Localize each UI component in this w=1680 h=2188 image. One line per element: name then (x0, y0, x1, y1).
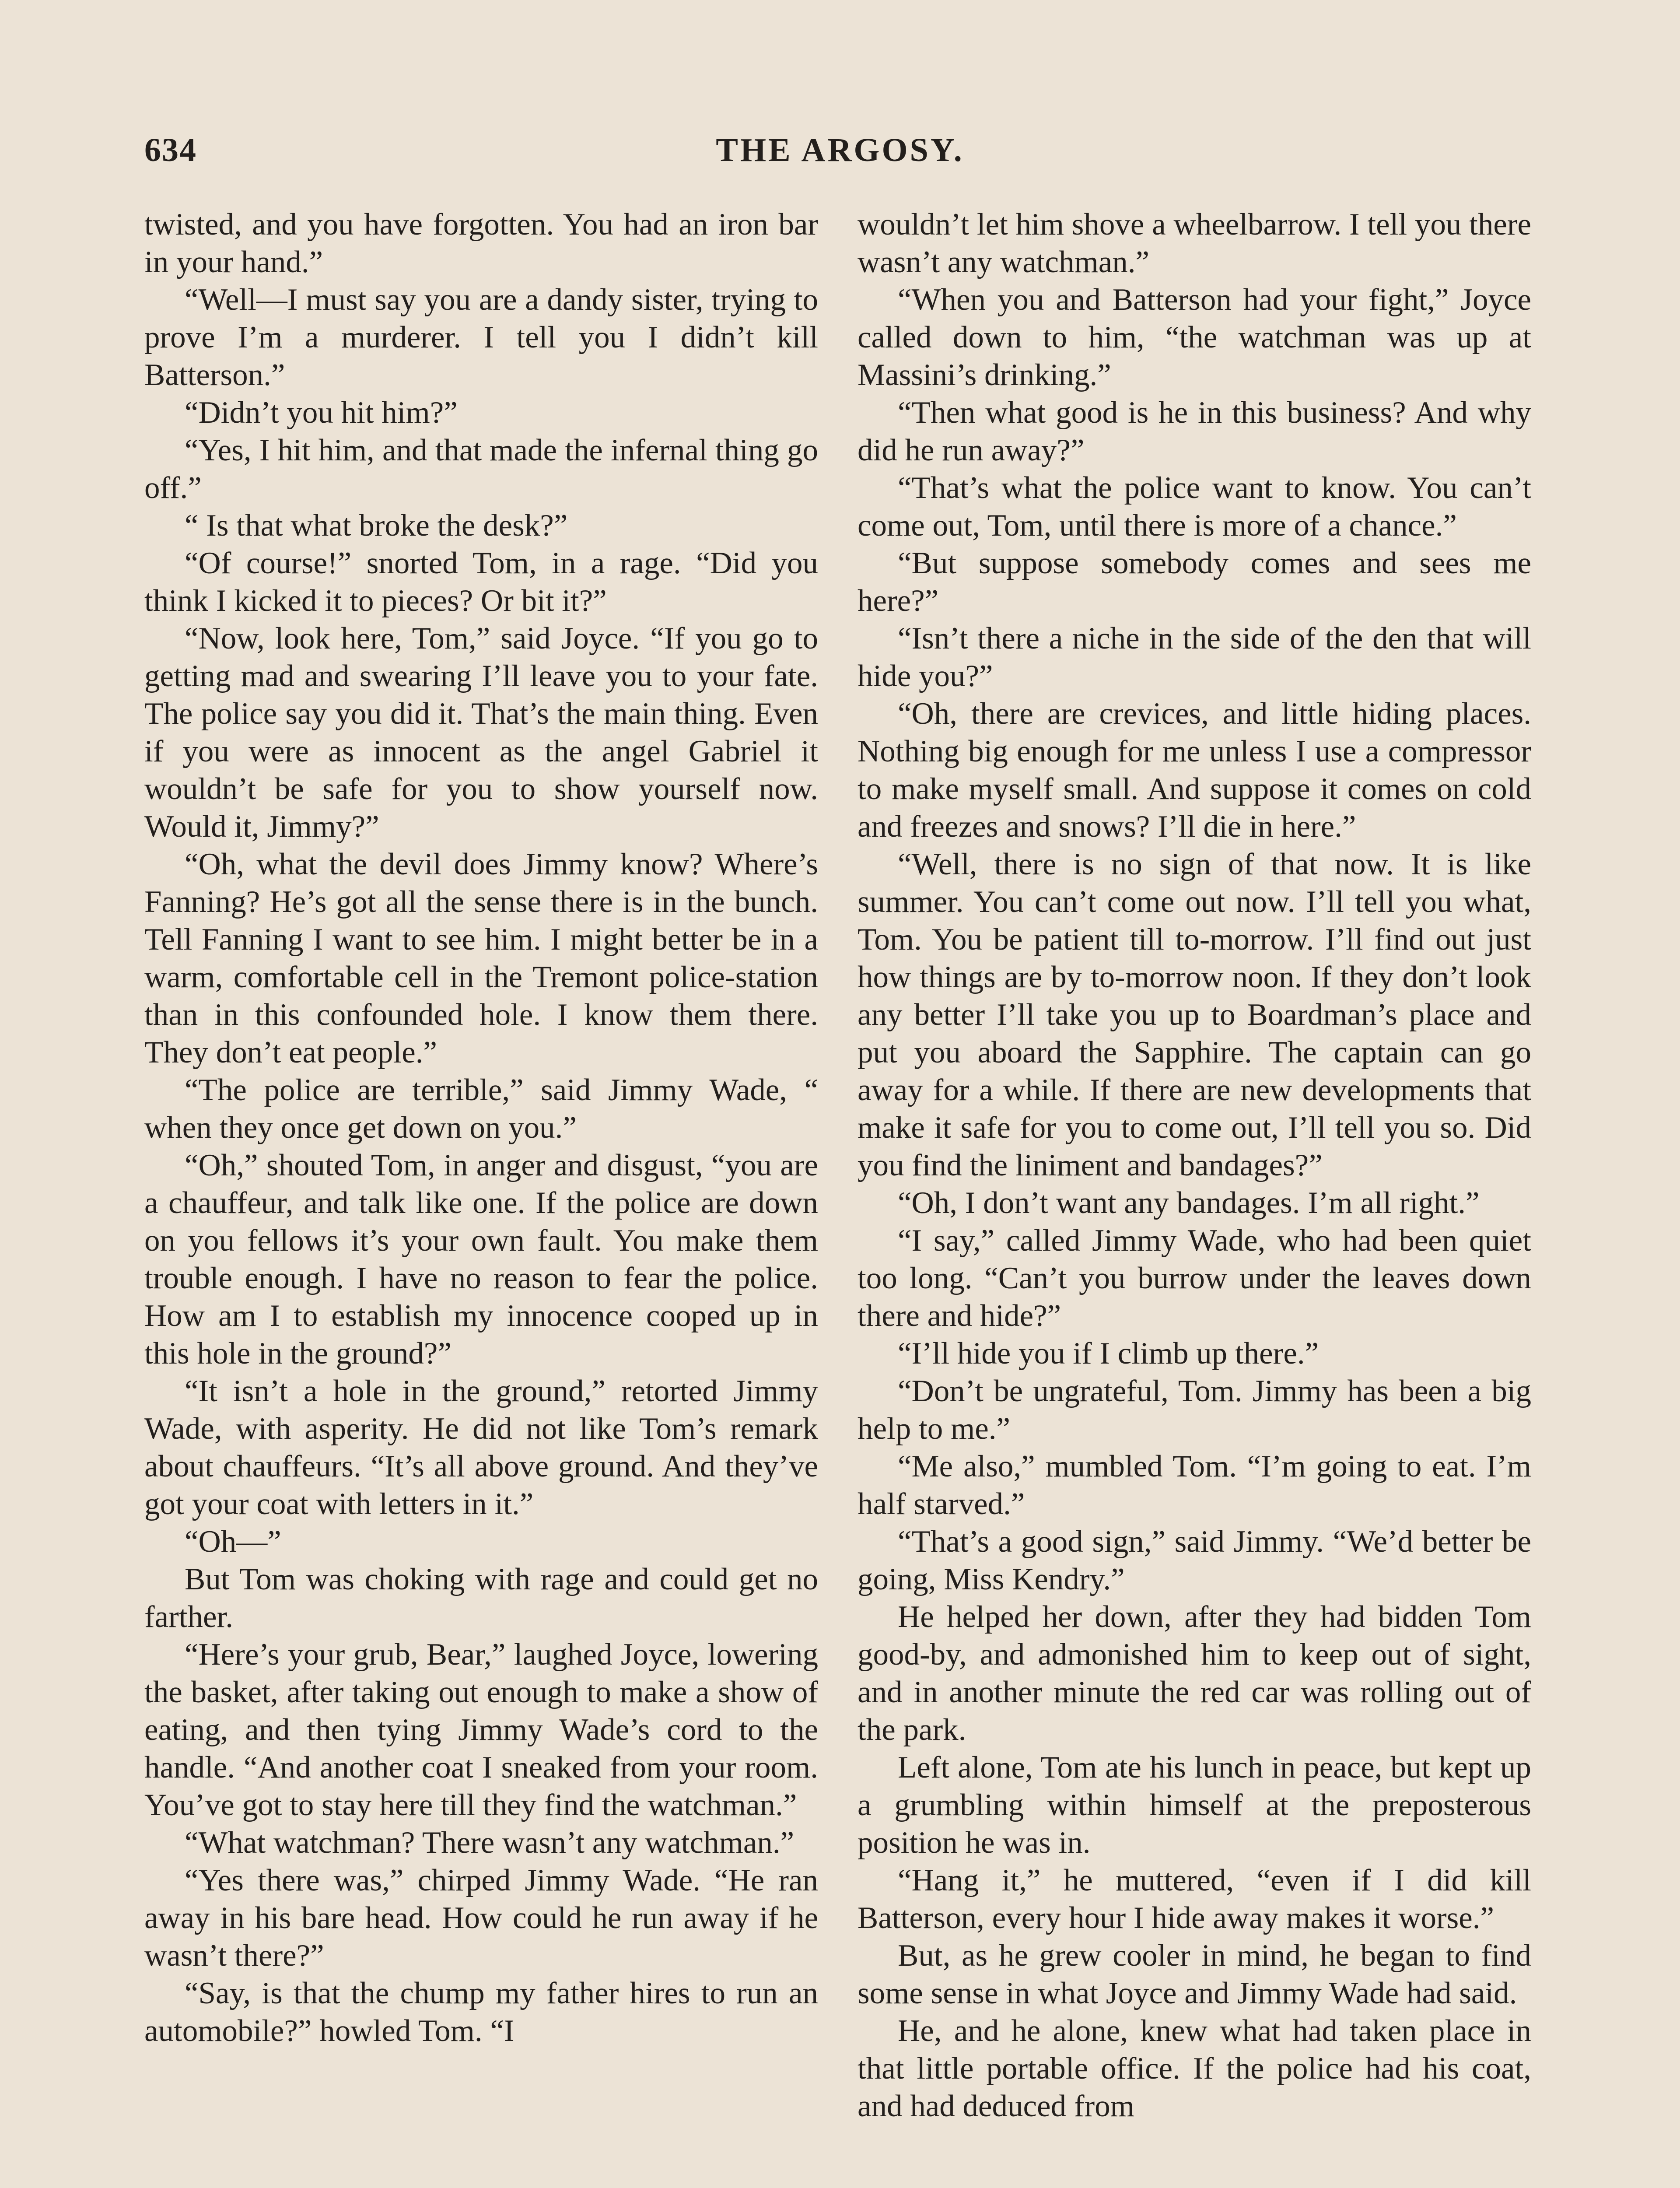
paragraph: “Oh, what the devil does Jimmy know? Where’s Fanning? He’s got all the sense there is in the bunch. Tell Fanning I want to see him. I might better be in a warm, comfortable cell in the Tremont police-station than in this confounded hole. I know them there. They don’t eat people.” (144, 847, 818, 1069)
paragraph: “Oh—” (185, 1525, 281, 1559)
paragraph: “Well—I must say you are a dandy sister, trying to prove I’m a murderer. I tell you I didn’t kill Batterson.” (144, 283, 818, 392)
paragraph: “Didn’t you hit him?” (185, 396, 458, 430)
paragraph: “Then what good is he in this business? And why did he run away?” (858, 396, 1531, 467)
paragraph: “That’s what the police want to know. You can’t come out, Tom, until there is more of a chance.” (858, 471, 1531, 543)
left-column (144, 206, 818, 2188)
paragraph: “I’ll hide you if I climb up there.” (898, 1336, 1319, 1371)
paragraph: “Don’t be ungrateful, Tom. Jimmy has been a big help to me.” (858, 1374, 1531, 1446)
paragraph: “ Is that what broke the desk?” (185, 508, 568, 543)
paragraph: “Oh,” shouted Tom, in anger and disgust, “you are a chauffeur, and talk like one. If the police are down on you fellows it’s your own fault. You make them trouble enough. I have no reason to fear the police. How am I to establish my innocence cooped up in this hole in the ground?” (144, 1148, 818, 1371)
paragraph: “Of course!” snorted Tom, in a rage. “Did you think I kicked it to pieces? Or bit it?” (144, 546, 818, 618)
paragraph: “Well, there is no sign of that now. It is like summer. You can’t come out now. I’ll tell you what, Tom. You be patient till to-morrow. I’ll find out just how things are by to-morrow noon. If they don’t look any better I’ll take you up to Boardman’s place and put you aboard the Sapphire. The captain can go away for a while. If there are new developments that make it safe for you to come out, I’ll tell you so. Did you find the liniment and bandages?” (858, 847, 1531, 1182)
paragraph: “Me also,” mumbled Tom. “I’m going to eat. I’m half starved.” (858, 1449, 1531, 1521)
paragraph: “I say,” called Jimmy Wade, who had been quiet too long. “Can’t you burrow under the leaves down there and hide?” (858, 1224, 1531, 1333)
paragraph: “Yes, I hit him, and that made the infernal thing go off.” (144, 433, 818, 505)
running-title: THE ARGOSY. (716, 132, 964, 168)
paragraph: “Oh, I don’t want any bandages. I’m all right.” (898, 1186, 1480, 1220)
paragraph: Left alone, Tom ate his lunch in peace, but kept up a grumbling within himself at the preposterous position he was in. (858, 1750, 1531, 1860)
paragraph: He, and he alone, knew what had taken place in that little portable office. If the police had his coat, and had deduced from (858, 2014, 1531, 2123)
paragraph: “That’s a good sign,” said Jimmy. “We’d better be going, Miss Kendry.” (858, 1525, 1531, 1596)
paragraph: twisted, and you have forgotten. You had an iron bar in your hand.” (144, 207, 818, 279)
paragraph: “Here’s your grub, Bear,” laughed Joyce, lowering the basket, after taking out enough to make a show of eating, and then tying Jimmy Wade’s cord to the handle. “And another coat I sneaked from your room. You’ve got to stay here till they find the watchman.” (144, 1637, 818, 1822)
page-header (144, 131, 1536, 179)
paragraph: “Oh, there are crevices, and little hiding places. Nothing big enough for me unless I use a compressor to make myself small. And suppose it comes on cold and freezes and snows? I’ll die in here.” (858, 697, 1531, 844)
paragraph: But Tom was choking with rage and could get no farther. (144, 1562, 818, 1634)
paragraph: wouldn’t let him shove a wheelbarrow. I tell you there wasn’t any watchman.” (858, 207, 1531, 279)
paragraph: “Yes there was,” chirped Jimmy Wade. “He ran away in his bare head. How could he run away if he wasn’t there?” (144, 1863, 818, 1973)
paragraph: “Now, look here, Tom,” said Joyce. “If you go to getting mad and swearing I’ll leave you to your fate. The police say you did it. That’s the main thing. Even if you were as innocent as the angel Gabriel it wouldn’t be safe for you to show yourself now. Would it, Jimmy?” (144, 621, 818, 844)
paragraph: “It isn’t a hole in the ground,” retorted Jimmy Wade, with asperity. He did not like Tom’s remark about chauffeurs. “It’s all above ground. And they’ve got your coat with letters in it.” (144, 1374, 818, 1521)
paragraph: “When you and Batterson had your fight,” Joyce called down to him, “the watchman was up at Massini’s drinking.” (858, 283, 1531, 392)
paragraph: “The police are terrible,” said Jimmy Wade, “ when they once get down on you.” (144, 1073, 818, 1145)
paragraph: But, as he grew cooler in mind, he began to find some sense in what Joyce and Jimmy Wade had said. (858, 1939, 1531, 2010)
page-number: 634 (144, 132, 197, 168)
paragraph: He helped her down, after they had bidden Tom good-by, and admonished him to keep out of sight, and in another minute the red car was rolling out of the park. (858, 1600, 1531, 1747)
paragraph: “But suppose somebody comes and sees me here?” (858, 546, 1531, 618)
paragraph: “Say, is that the chump my father hires to run an automobile?” howled Tom. “I (144, 1976, 818, 2048)
right-column (858, 206, 1531, 2188)
paragraph: “Isn’t there a niche in the side of the den that will hide you?” (858, 621, 1531, 693)
paragraph: “Hang it,” he muttered, “even if I did kill Batterson, every hour I hide away makes it worse.” (858, 1863, 1531, 1935)
paragraph: “What watchman? There wasn’t any watchman.” (185, 1826, 794, 1860)
